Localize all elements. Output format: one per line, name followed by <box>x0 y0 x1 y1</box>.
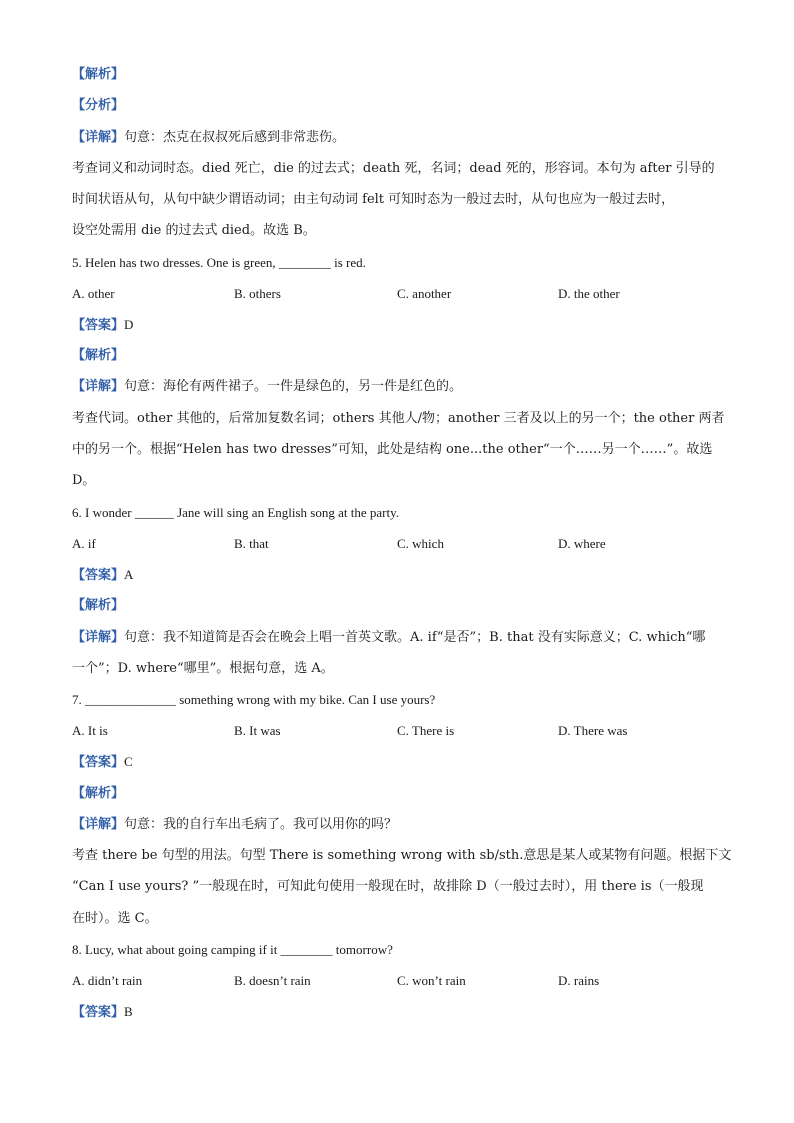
question-5: 5. Helen has two dresses. One is green, ________ is red. <box>72 255 366 270</box>
detail-line: 【详解】句意：杰克在叔叔死后感到非常悲伤。 <box>72 130 346 145</box>
option-a: A. didn’t rain <box>72 973 143 988</box>
explanation-line: 在时）。选 C。 <box>72 911 158 926</box>
question-8: 8. Lucy, what about going camping if it ________ tomorrow? <box>72 942 393 957</box>
detail-line: 【详解】句意：我的自行车出毛病了。我可以用你的吗？ <box>72 817 398 832</box>
option-d: D. where <box>558 536 606 551</box>
option-c: C. won’t rain <box>397 973 466 988</box>
explanation-line: 中的另一个。根据“Helen has two dresses”可知，此处是结构 one...the other“一个……另一个……”。故选 <box>72 442 713 457</box>
question-6: 6. I wonder ______ Jane will sing an English song at the party. <box>72 505 399 520</box>
explanation-line: 考查 there be 句型的用法。句型 There is something wrong with sb/sth.意思是某人或某物有问题。根据下文 <box>72 848 732 863</box>
option-d: D. rains <box>558 973 600 988</box>
explanation-line: D。 <box>72 473 96 488</box>
question-6-options <box>72 534 722 554</box>
question-8-options <box>72 971 722 991</box>
explanation-line: 考查词义和动词时态。died 死亡，die 的过去式；death 死，名词；dead 死的，形容词。本句为 after 引导的 <box>72 161 715 176</box>
explanation-line: 设空处需用 die 的过去式 died。故选 B。 <box>72 223 316 238</box>
option-d: D. There was <box>558 723 628 738</box>
explanation-line: “Can I use yours? ”一般现在时，可知此句使用一般现在时，故排除 D（一般过去时），用 there is（一般现 <box>72 879 704 894</box>
analysis-heading: 【解析】 <box>72 67 125 82</box>
explanation-line: 时间状语从句，从句中缺少谓语动词；由主句动词 felt 可知时态为一般过去时，从句也应为一般过去时， <box>72 192 675 207</box>
detail-line: 【详解】句意：海伦有两件裙子。一件是绿色的，另一件是红色的。 <box>72 379 463 394</box>
answer-5: 【答案】D <box>72 317 134 333</box>
question-7-options <box>72 721 722 741</box>
option-b: B. It was <box>234 723 281 738</box>
question-5-options <box>72 284 722 304</box>
option-c: C. There is <box>397 723 455 738</box>
analysis-heading: 【解析】 <box>72 348 125 363</box>
answer-7: 【答案】C <box>72 754 133 770</box>
option-c: C. which <box>397 536 444 551</box>
question-7: 7. ______________ something wrong with my bike. Can I use yours? <box>72 692 436 707</box>
explanation-line: 一个”；D. where“哪里”。根据句意，选 A。 <box>72 661 334 676</box>
analysis-heading: 【解析】 <box>72 786 125 801</box>
answer-6: 【答案】A <box>72 567 134 583</box>
option-b: B. doesn’t rain <box>234 973 311 988</box>
answer-8: 【答案】B <box>72 1004 133 1020</box>
option-a: A. if <box>72 536 96 551</box>
analysis-heading: 【解析】 <box>72 598 125 613</box>
explanation-line: 考查代词。other 其他的，后常加复数名词；others 其他人/物；another 三者及以上的另一个；the other 两者 <box>72 411 725 426</box>
option-a: A. It is <box>72 723 108 738</box>
analysis-subheading: 【分析】 <box>72 98 125 113</box>
option-d: D. the other <box>558 286 620 301</box>
option-b: B. that <box>234 536 269 551</box>
option-c: C. another <box>397 286 452 301</box>
detail-line: 【详解】句意：我不知道简是否会在晚会上唱一首英文歌。A. if“是否”；B. that 没有实际意义；C. which“哪 <box>72 630 706 645</box>
option-b: B. others <box>234 286 281 301</box>
option-a: A. other <box>72 286 115 301</box>
